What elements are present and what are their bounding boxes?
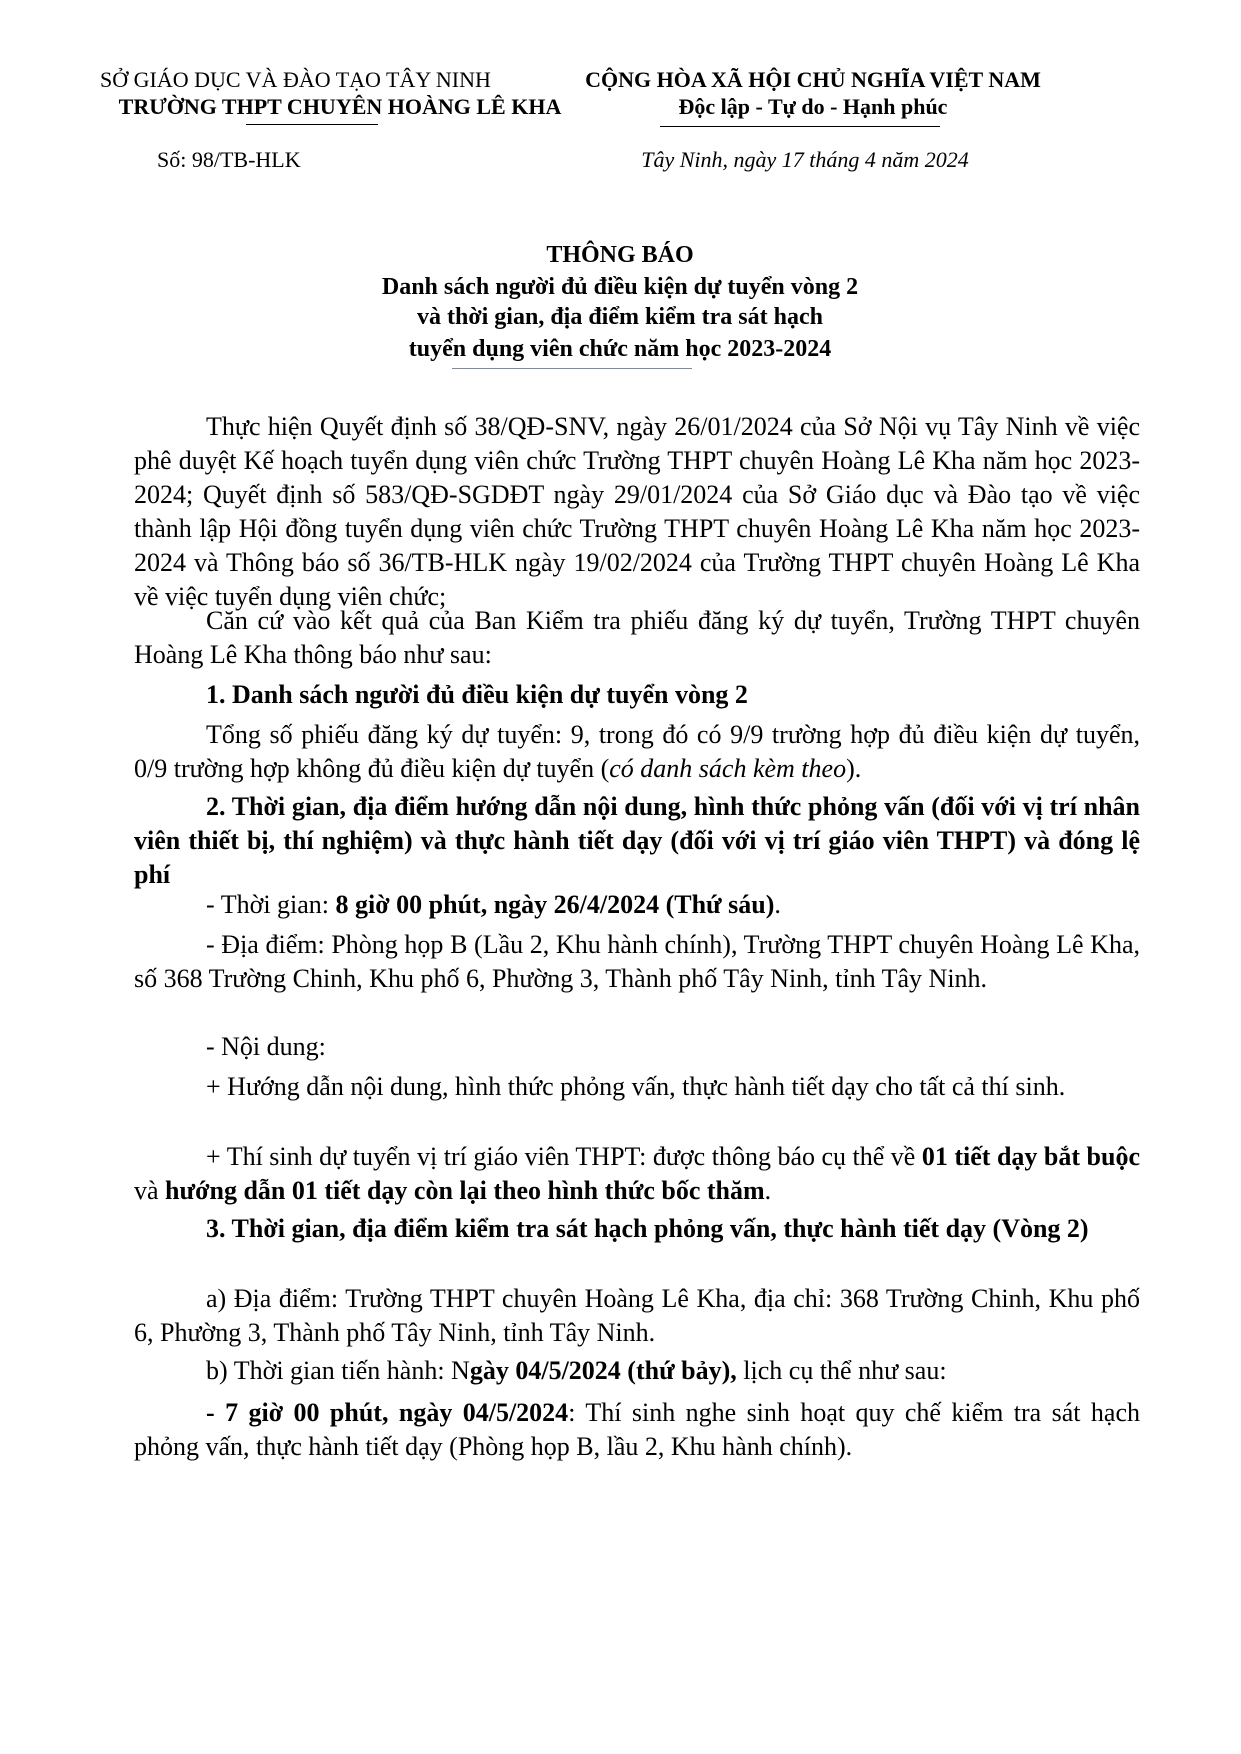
document-number: Số: 98/TB-HLK bbox=[157, 147, 301, 172]
notice-heading: THÔNG BÁO bbox=[546, 242, 694, 268]
section-2-time-end: . bbox=[774, 890, 781, 919]
section-3-time-label: b) Thời gian tiến hành: N bbox=[206, 1356, 470, 1385]
bullet-2-text-c: và bbox=[134, 1176, 166, 1205]
schedule-item-time: - 7 giờ 00 phút, ngày 04/5/2024 bbox=[206, 1398, 569, 1427]
paragraph-legal-basis: Thực hiện Quyết định số 38/QĐ-SNV, ngày 26/01/2024 của Sở Nội vụ Tây Ninh về việc phê duyệt Kế hoạch tuyển dụng viên chức Trường THPT chuyên Hoàng Lê Kha năm học 2023-2024; Quyết định số 583/QĐ-SGDĐT ngày 29/01/2024 của Sở Giáo dục và Đào tạo về việc thành lập Hội đồng tuyển dụng viên chức Trường THPT chuyên Hoàng Lê Kha năm học 2023-2024 và Thông báo số 36/TB-HLK ngày 19/02/2024 của Trường THPT chuyên Hoàng Lê Kha về việc tuyển dụng viên chức; bbox=[134, 412, 1140, 611]
bullet-2-text-e: . bbox=[764, 1176, 772, 1205]
section-2-content-label: - Nội dung: bbox=[206, 1032, 326, 1061]
national-motto: Độc lập - Tự do - Hạnh phúc bbox=[678, 94, 948, 119]
section-1-text bbox=[134, 718, 1140, 786]
agency-name: SỞ GIÁO DỤC VÀ ĐÀO TẠO TÂY NINH bbox=[100, 67, 491, 92]
place-date: Tây Ninh, ngày 17 tháng 4 năm 2024 bbox=[641, 147, 969, 172]
section-3-heading: 3. Thời gian, địa điểm kiểm tra sát hạch phỏng vấn, thực hành tiết dạy (Vòng 2) bbox=[206, 1214, 1089, 1243]
section-1-text-main: Tổng số phiếu đăng ký dự tuyển: 9, trong đó có 9/9 trường hợp đủ điều kiện dự tuyển, 0/9 trường hợp không đủ điều kiện dự tuyển ( bbox=[134, 720, 1140, 783]
section-3-location: a) Địa điểm: Trường THPT chuyên Hoàng Lê Kha, địa chỉ: 368 Trường Chinh, Khu phố 6, Phường 3, Thành phố Tây Ninh, tỉnh Tây Ninh. bbox=[134, 1284, 1140, 1347]
section-2-time-label: - Thời gian: bbox=[206, 890, 336, 919]
notice-title-line-1: Danh sách người đủ điều kiện dự tuyển vòng 2 bbox=[381, 274, 859, 300]
section-2-place: - Địa điểm: Phòng họp B (Lầu 2, Khu hành chính), Trường THPT chuyên Hoàng Lê Kha, số 368 Trường Chinh, Khu phố 6, Phường 3, Thành phố Tây Ninh, tỉnh Tây Ninh. bbox=[134, 930, 1140, 993]
section-1-text-end: ). bbox=[846, 754, 862, 783]
title-underline bbox=[452, 368, 692, 369]
school-underline bbox=[246, 124, 378, 125]
section-3-schedule-item bbox=[134, 1396, 1140, 1464]
nation-title: CỘNG HÒA XÃ HỘI CHỦ NGHĨA VIỆT NAM bbox=[585, 67, 1041, 92]
schedule-item-text: : Thí sinh nghe sinh hoạt quy chế kiểm tra sát hạch phỏng vấn, thực hành tiết dạy (Phòng họp B, lầu 2, Khu hành chính). bbox=[134, 1398, 1140, 1461]
section-2-time bbox=[134, 888, 1140, 922]
section-1-text-italic: có danh sách kèm theo bbox=[609, 754, 847, 783]
section-2-bullet-2 bbox=[134, 1140, 1140, 1208]
section-1-heading: 1. Danh sách người đủ điều kiện dự tuyển vòng 2 bbox=[206, 680, 748, 709]
motto-underline bbox=[660, 126, 940, 127]
school-name: TRƯỜNG THPT CHUYÊN HOÀNG LÊ KHA bbox=[118, 94, 562, 119]
section-3-time-value: gày 04/5/2024 (thứ bảy), bbox=[469, 1356, 737, 1385]
section-3-time-end: lịch cụ thể như sau: bbox=[736, 1356, 947, 1385]
bullet-2-bold-a: 01 tiết dạy bắt buộc bbox=[921, 1142, 1140, 1171]
section-2-time-value: 8 giờ 00 phút, ngày 26/4/2024 (Thứ sáu) bbox=[335, 890, 775, 919]
bullet-2-text-a: + Thí sinh dự tuyển vị trí giáo viên THPT: được thông báo cụ thể về bbox=[206, 1142, 922, 1171]
notice-title-line-2: và thời gian, địa điểm kiểm tra sát hạch bbox=[417, 304, 823, 330]
paragraph-announcement: Căn cứ vào kết quả của Ban Kiểm tra phiếu đăng ký dự tuyển, Trường THPT chuyên Hoàng Lê Kha thông báo như sau: bbox=[134, 606, 1140, 669]
section-2-heading: 2. Thời gian, địa điểm hướng dẫn nội dung, hình thức phỏng vấn (đối với vị trí nhân viên thiết bị, thí nghiệm) và thực hành tiết dạy (đối với vị trí giáo viên THPT) và đóng lệ phí bbox=[134, 792, 1140, 889]
section-2-bullet-1: + Hướng dẫn nội dung, hình thức phỏng vấn, thực hành tiết dạy cho tất cả thí sinh. bbox=[206, 1072, 1066, 1101]
notice-title-line-3: tuyển dụng viên chức năm học 2023-2024 bbox=[408, 336, 832, 362]
section-3-time bbox=[134, 1354, 1140, 1388]
bullet-2-bold-b: hướng dẫn 01 tiết dạy còn lại theo hình thức bốc thăm bbox=[165, 1176, 765, 1205]
